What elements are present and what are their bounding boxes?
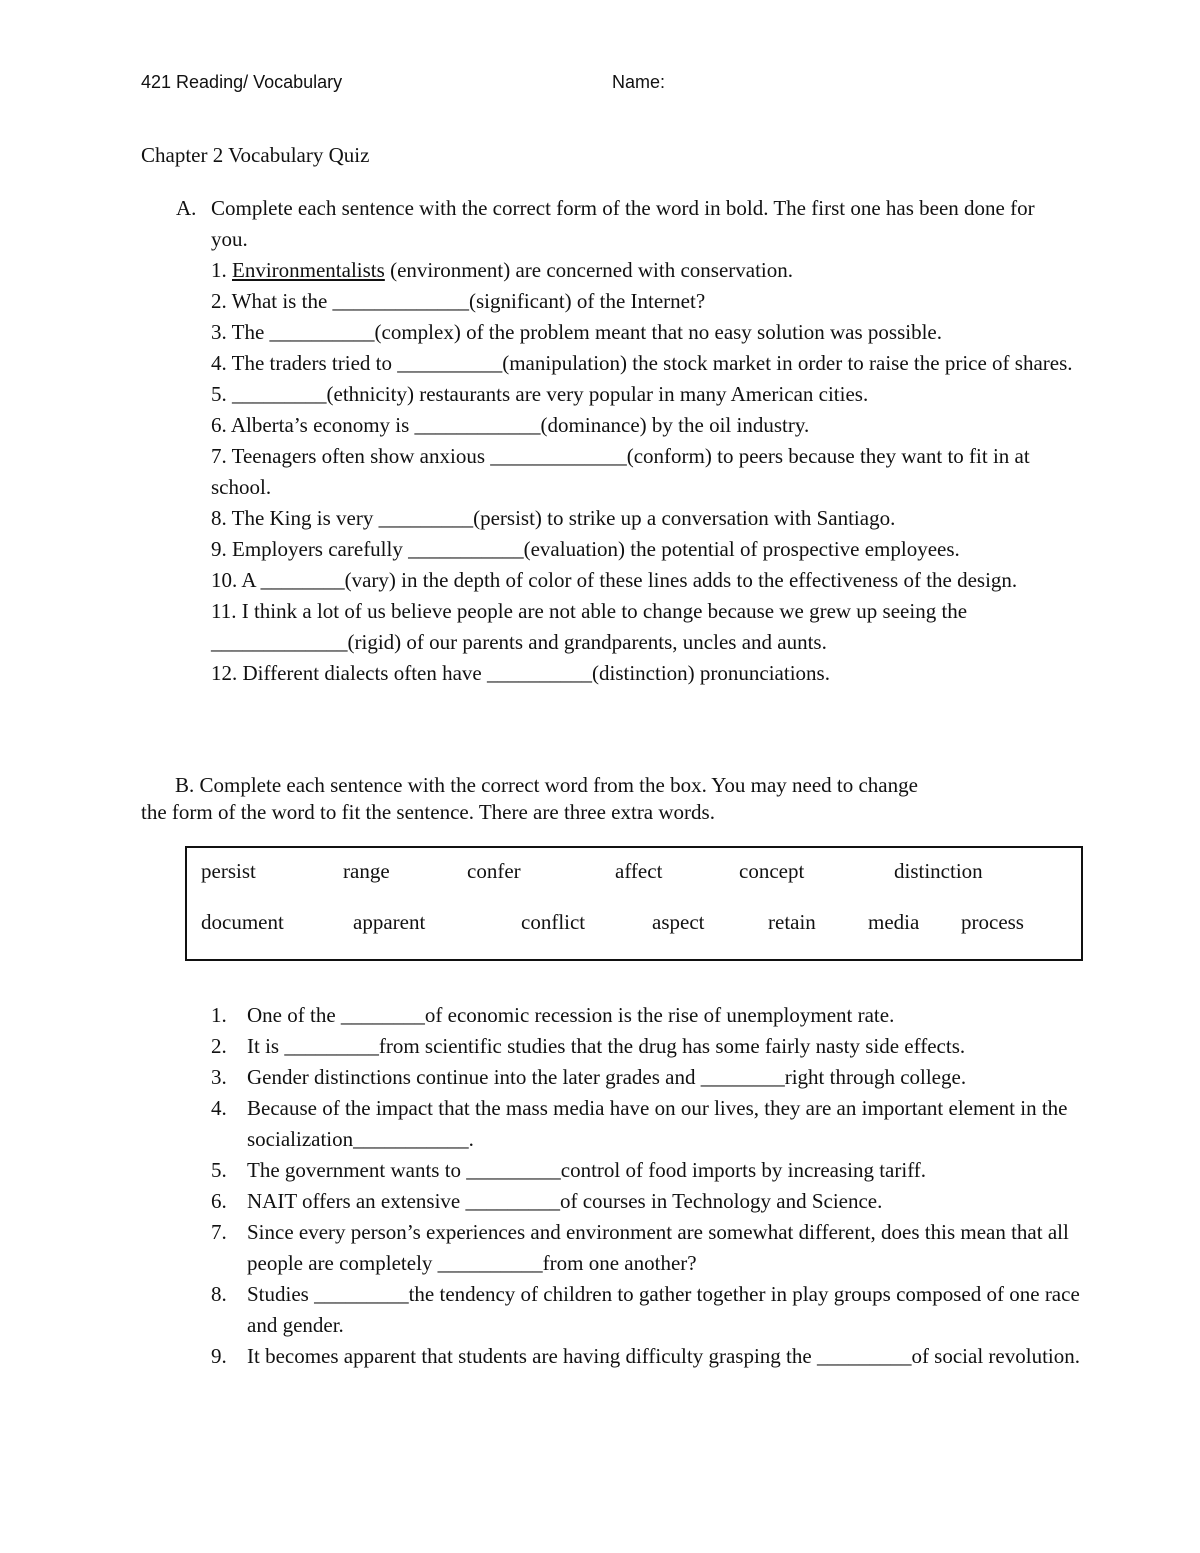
section-b-instructions-line2: the form of the word to fit the sentence. There are three extra words. (141, 800, 715, 824)
section-a-item: 6. Alberta’s economy is ____________(dominance) by the oil industry. (211, 413, 810, 437)
section-b-list (211, 1000, 1091, 1372)
item-number: 5. (211, 1158, 227, 1182)
item-number: 1. (211, 1003, 227, 1027)
section-a-item: 11. I think a lot of us believe people are not able to change because we grew up seeing the _____________(rigid) of our parents and grandparents, uncles and aunts. (211, 599, 968, 654)
section-a-item: 12. Different dialects often have __________(distinction) pronunciations. (211, 661, 830, 685)
word-box-word: conflict (521, 910, 586, 934)
section-a (176, 193, 1076, 689)
section-b-instructions (141, 772, 1091, 826)
example-rest: (environment) are concerned with conservation. (384, 258, 793, 282)
item-number: 4. (211, 1096, 227, 1120)
item-text: Because of the impact that the mass media have on our lives, they are an important element in the socialization___________. (247, 1096, 1068, 1151)
list-item (211, 1062, 1091, 1093)
item-number: 9. (211, 1344, 227, 1368)
word-box-word: distinction (894, 859, 983, 883)
word-box-word: persist (201, 859, 256, 883)
section-a-instructions: Complete each sentence with the correct form of the word in bold. The first one has been done for you. (211, 196, 1035, 251)
section-a-item: 4. The traders tried to __________(manipulation) the stock market in order to raise the price of shares. (211, 351, 1073, 375)
word-box-word: range (343, 859, 390, 883)
item-number: 8. (211, 1282, 227, 1306)
list-item (211, 1186, 1091, 1217)
word-box-word: process (961, 910, 1024, 934)
course-title: 421 Reading/ Vocabulary (141, 72, 343, 92)
item-text: Since every person’s experiences and environment are somewhat different, does this mean that all people are completely __________from one another? (247, 1220, 1069, 1275)
word-box (185, 846, 1083, 961)
section-a-item: 8. The King is very _________(persist) to strike up a conversation with Santiago. (211, 506, 896, 530)
section-a-item: 10. A ________(vary) in the depth of color of these lines adds to the effectiveness of the design. (211, 568, 1018, 592)
item-text: NAIT offers an extensive _________of courses in Technology and Science. (247, 1189, 883, 1213)
word-box-word: apparent (353, 910, 426, 934)
section-a-item: 5. _________(ethnicity) restaurants are very popular in many American cities. (211, 382, 869, 406)
item-number: 3. (211, 1065, 227, 1089)
item-text: One of the ________of economic recession is the rise of unemployment rate. (247, 1003, 895, 1027)
word-box-word: concept (739, 859, 805, 883)
word-box-word: media (868, 910, 920, 934)
word-box-word: document (201, 910, 284, 934)
item-text: Gender distinctions continue into the later grades and ________right through college. (247, 1065, 967, 1089)
word-box-word: retain (768, 910, 816, 934)
list-item (211, 1031, 1091, 1062)
item-text: It is _________from scientific studies that the drug has some fairly nasty side effects. (247, 1034, 966, 1058)
quiz-title: Chapter 2 Vocabulary Quiz (141, 143, 370, 167)
item-number: 2. (211, 1034, 227, 1058)
list-item (211, 1279, 1091, 1341)
section-a-item: 7. Teenagers often show anxious _____________(conform) to peers because they want to fit in at school. (211, 444, 1030, 499)
section-a-item: 9. Employers carefully ___________(evaluation) the potential of prospective employees. (211, 537, 960, 561)
example-answer: Environmentalists (232, 258, 385, 282)
list-item (211, 1217, 1091, 1279)
section-b-instructions-line1: B. Complete each sentence with the correct word from the box. You may need to change (175, 773, 918, 797)
section-a-item: 2. What is the _____________(significant) of the Internet? (211, 289, 706, 313)
item-text: It becomes apparent that students are having difficulty grasping the _________of social revolution. (247, 1344, 1080, 1368)
section-a-example (211, 255, 1076, 286)
list-item (211, 1000, 1091, 1031)
list-item (211, 1093, 1091, 1155)
section-a-letter: A. (176, 196, 197, 220)
item-text: The government wants to _________control of food imports by increasing tariff. (247, 1158, 927, 1182)
list-item (211, 1155, 1091, 1186)
list-item (211, 1341, 1091, 1372)
item-text: Studies _________the tendency of children to gather together in play groups composed of one race and gender. (247, 1282, 1080, 1337)
word-box-word: confer (467, 859, 521, 883)
item-number: 7. (211, 1220, 227, 1244)
section-a-item: 3. The __________(complex) of the problem meant that no easy solution was possible. (211, 320, 942, 344)
word-box-word: aspect (652, 910, 705, 934)
item-number: 6. (211, 1189, 227, 1213)
example-number: 1. (211, 258, 227, 282)
name-label: Name: (612, 72, 666, 92)
word-box-word: affect (615, 859, 663, 883)
